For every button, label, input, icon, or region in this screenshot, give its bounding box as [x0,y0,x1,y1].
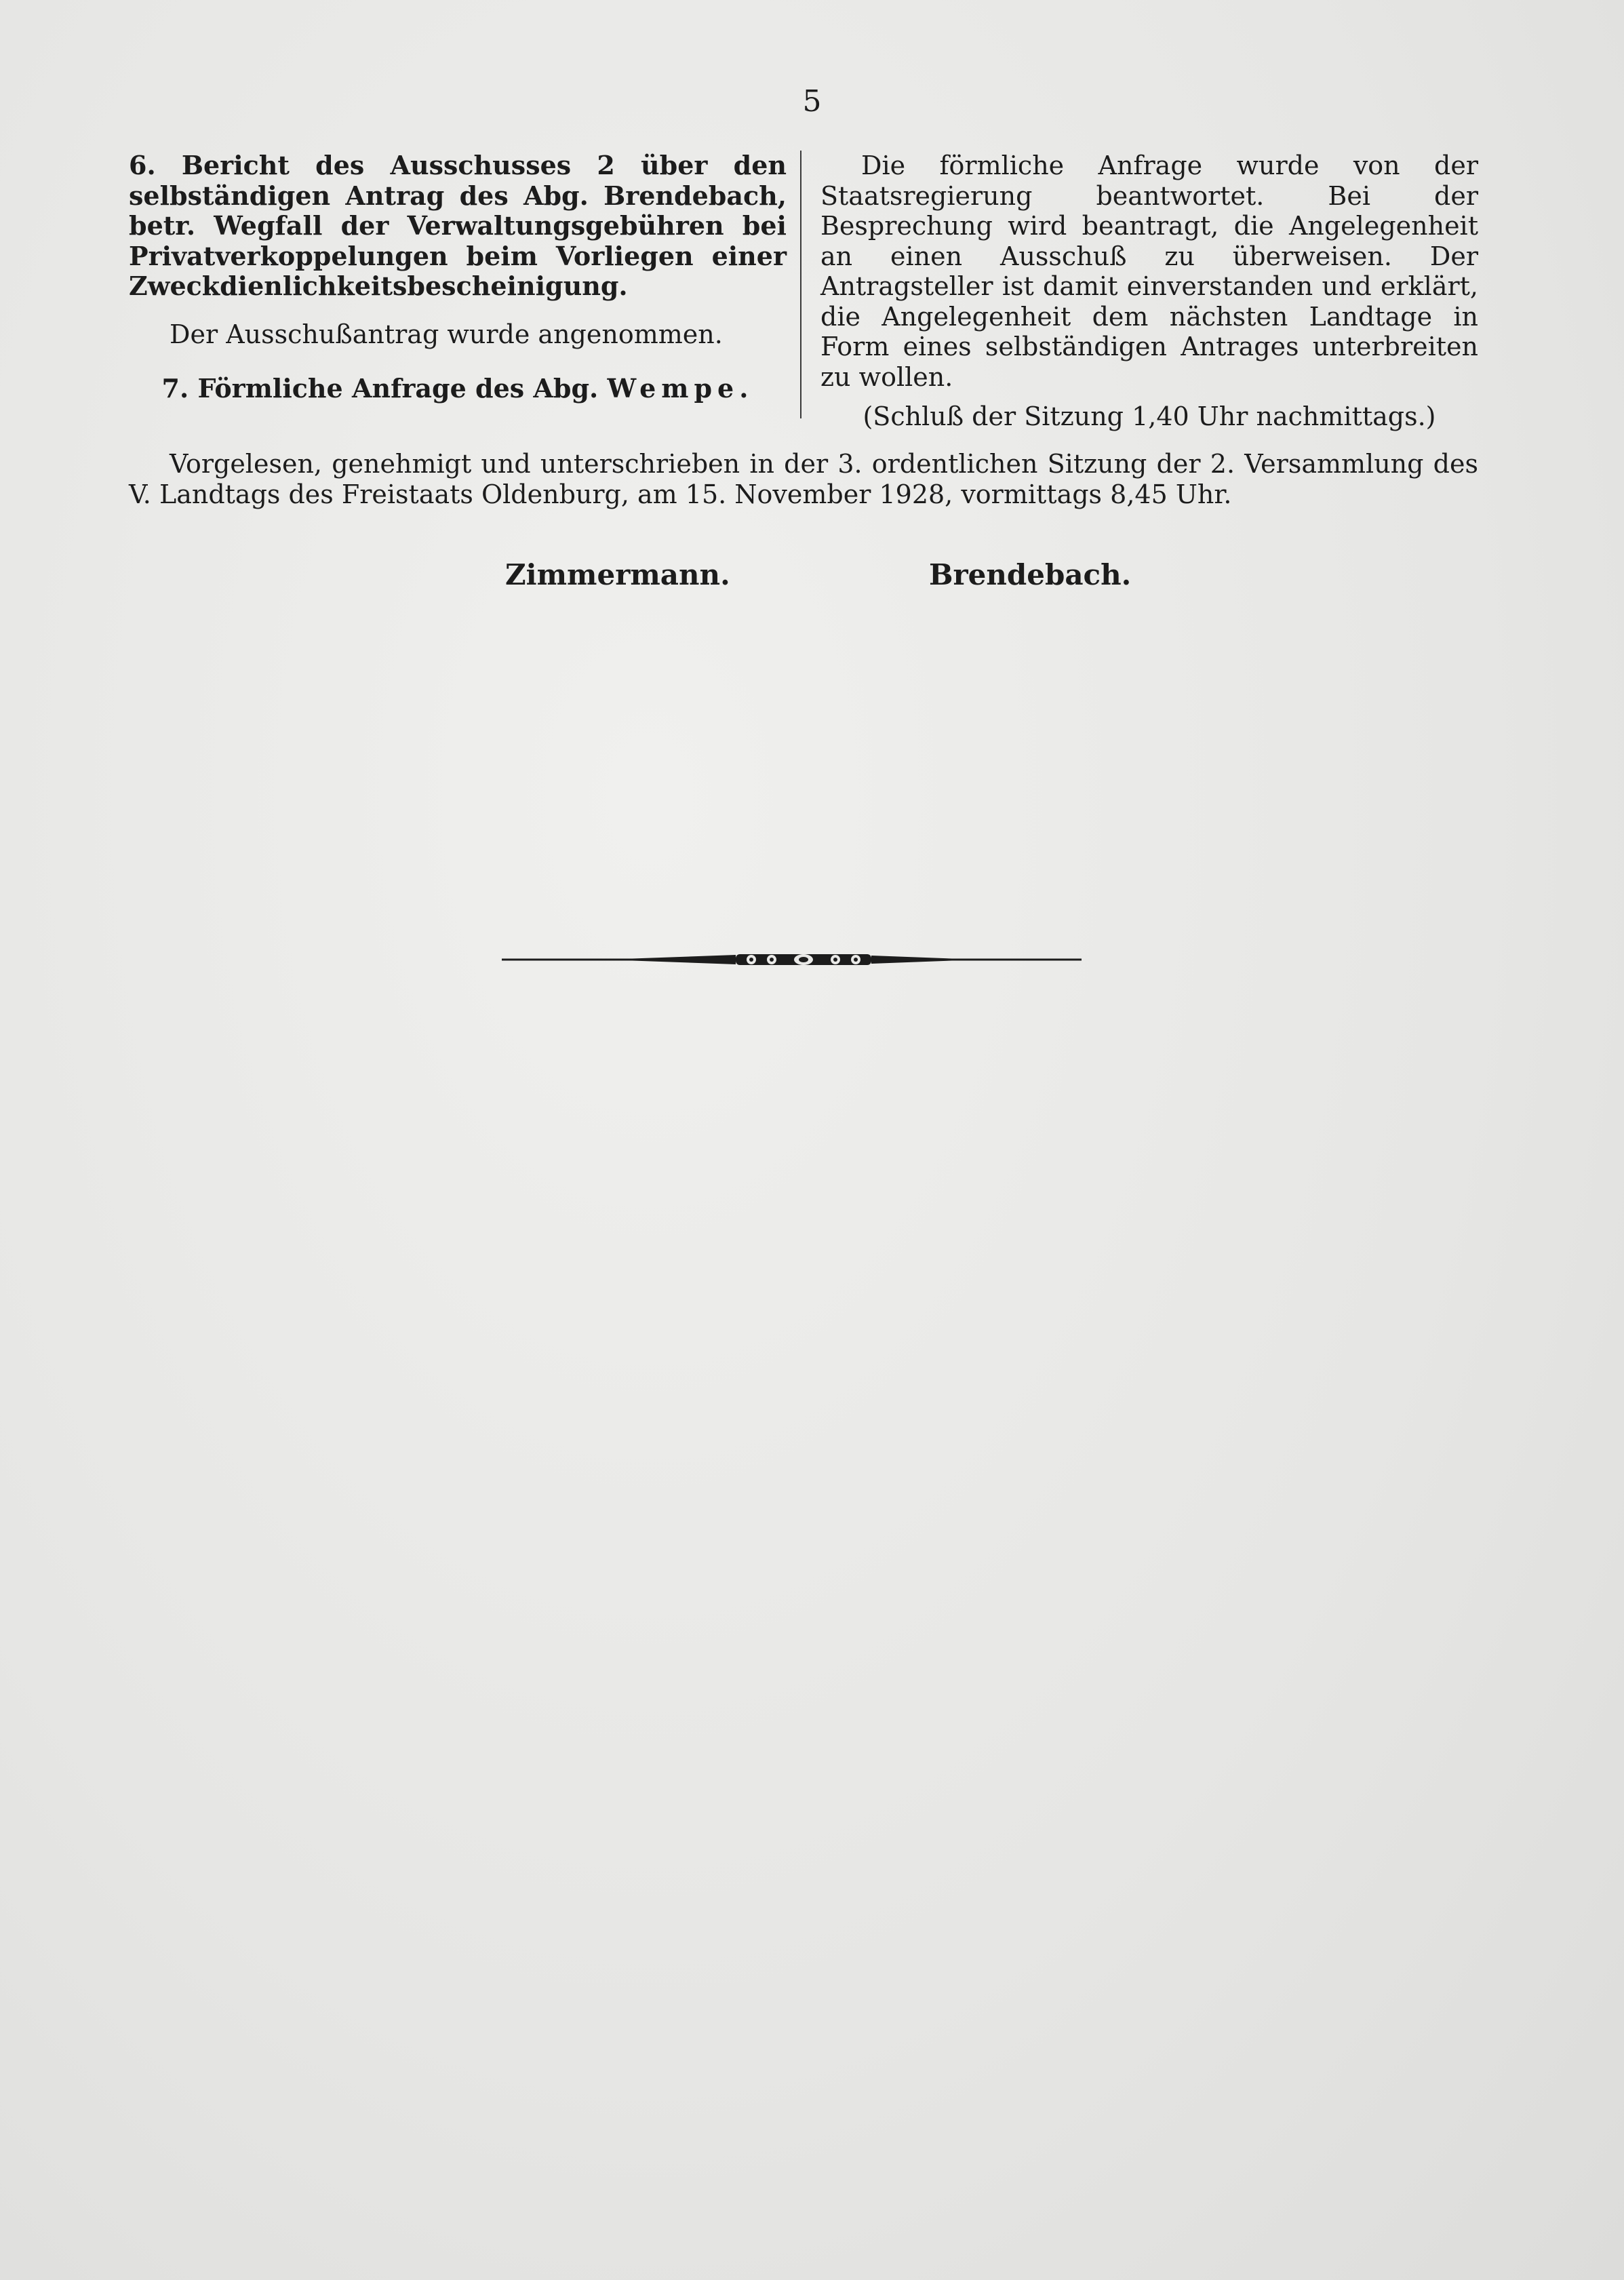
closing-time: (Schluß der Sitzung 1,40 Uhr nachmittags.) [863,401,1436,431]
item-7-heading [129,374,787,404]
left-column [129,151,787,404]
ornamental-divider-icon [502,946,1082,973]
item-7-number: 7. [161,373,189,404]
two-column-section [129,150,1478,431]
item-7-name: Wempe. [607,373,754,404]
approval-text: Vorgelesen, genehmigt und unterschrieben in der 3. ordentlichen Sitzung der 2. Versammlung des V. Landtags des Freistaats Oldenburg, am 15. November 1928, vormittags 8,45 Uhr. [129,449,1478,509]
item-6-result: Der Ausschußantrag wurde angenommen. [170,319,723,349]
signature-zimmermann: Zimmermann. [505,558,730,591]
page-number: 5 [802,84,822,119]
item-7-text: Förmliche Anfrage des Abg. [197,373,599,404]
approval-block [129,449,1478,509]
answer-paragraph: Die förmliche Anfrage wurde von der Staatsregierung beantwortet. Bei der Besprechung wird beantragt, die Angelegenheit an einen Ausschuß zu überweisen. Der Antragsteller ist damit einverstanden und erklärt, die Angelegenheit dem nächsten Landtage in Form eines selbständigen Antrages unterbreiten zu wollen. [820,151,1478,392]
right-column [820,151,1478,432]
signature-brendebach: Brendebach. [929,558,1132,591]
item-6-heading: 6. Bericht des Ausschusses 2 über den selbständigen Antrag des Abg. Brendebach, betr. Wegfall der Verwaltungsgebühren bei Privatverkoppelungen beim Vorliegen einer Zweckdienlichkeitsbescheinigung. [129,150,787,301]
signatures [0,555,1624,595]
column-divider [800,151,801,418]
